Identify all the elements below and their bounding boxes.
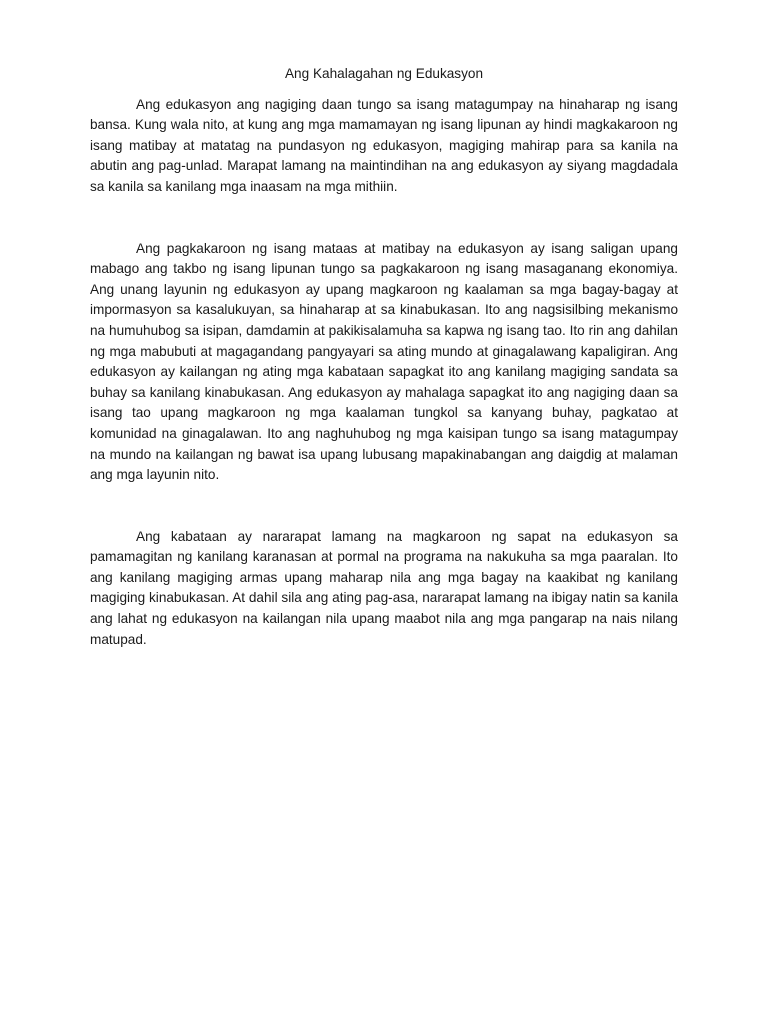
document-title: Ang Kahalagahan ng Edukasyon xyxy=(284,66,484,81)
paragraph-2: Ang pagkakaroon ng isang mataas at matibay na edukasyon ay isang saligan upang mabago ang takbo ng isang lipunan tungo sa pagkakaroon ng isang masaganang ekonomiya. Ang unang layunin ng edukasyon ay upang magkaroon ng kaalaman sa mga bagay-bagay at impormasyon sa kasalukuyan, sa hinaharap at sa kinabukasan. Ito ang nagsisilbing mekanismo na humuhubog sa isipan, damdamin at pakikisalamuha sa kapwa ng isang tao. Ito rin ang dahilan ng mga mabubuti at magagandang pangyayari sa ating mundo at ginagalawang kapaligiran. Ang edukasyon ay kailangan ng ating mga kabataan sapagkat ito ang kanilang magiging sandata sa buhay sa kanilang kinabukasan. Ang edukasyon ay mahalaga sapagkat ito ang nagiging daan sa isang tao upang magkaroon ng mga kaalaman tungkol sa kanyang buhay, pagkatao at komunidad na ginagalawan. Ito ang naghuhubog ng mga kaisipan tungo sa isang matagumpay na mundo na kailangan ng bawat isa upang lubusang mapakinabangan ang daigdig at malaman ang mga layunin nito. xyxy=(90,240,678,483)
paragraph-3: Ang kabataan ay nararapat lamang na magkaroon ng sapat na edukasyon sa pamamagitan ng kanilang karanasan at pormal na programa na nakukuha sa mga paaralan. Ito ang kanilang magiging armas upang maharap nila ang mga bagay na kaakibat ng kanilang magiging kinabukasan. At dahil sila ang ating pag-asa, nararapat lamang na ibigay natin sa kanila ang lahat ng edukasyon na kailangan nila upang maabot nila ang mga pangarap na nais nilang matupad. xyxy=(90,528,678,647)
paragraph-1: Ang edukasyon ang nagiging daan tungo sa isang matagumpay na hinaharap ng isang bansa. Kung wala nito, at kung ang mga mamamayan ng isang lipunan ay hindi magkakaroon ng isang matibay at matatag na pundasyon ng edukasyon, magiging mahirap para sa kanila na abutin ang pag-unlad. Marapat lamang na maintindihan na ang edukasyon ay siyang magdadala sa kanila sa kanilang mga inaasam na mga mithiin. xyxy=(90,96,678,194)
document-page xyxy=(90,64,678,650)
